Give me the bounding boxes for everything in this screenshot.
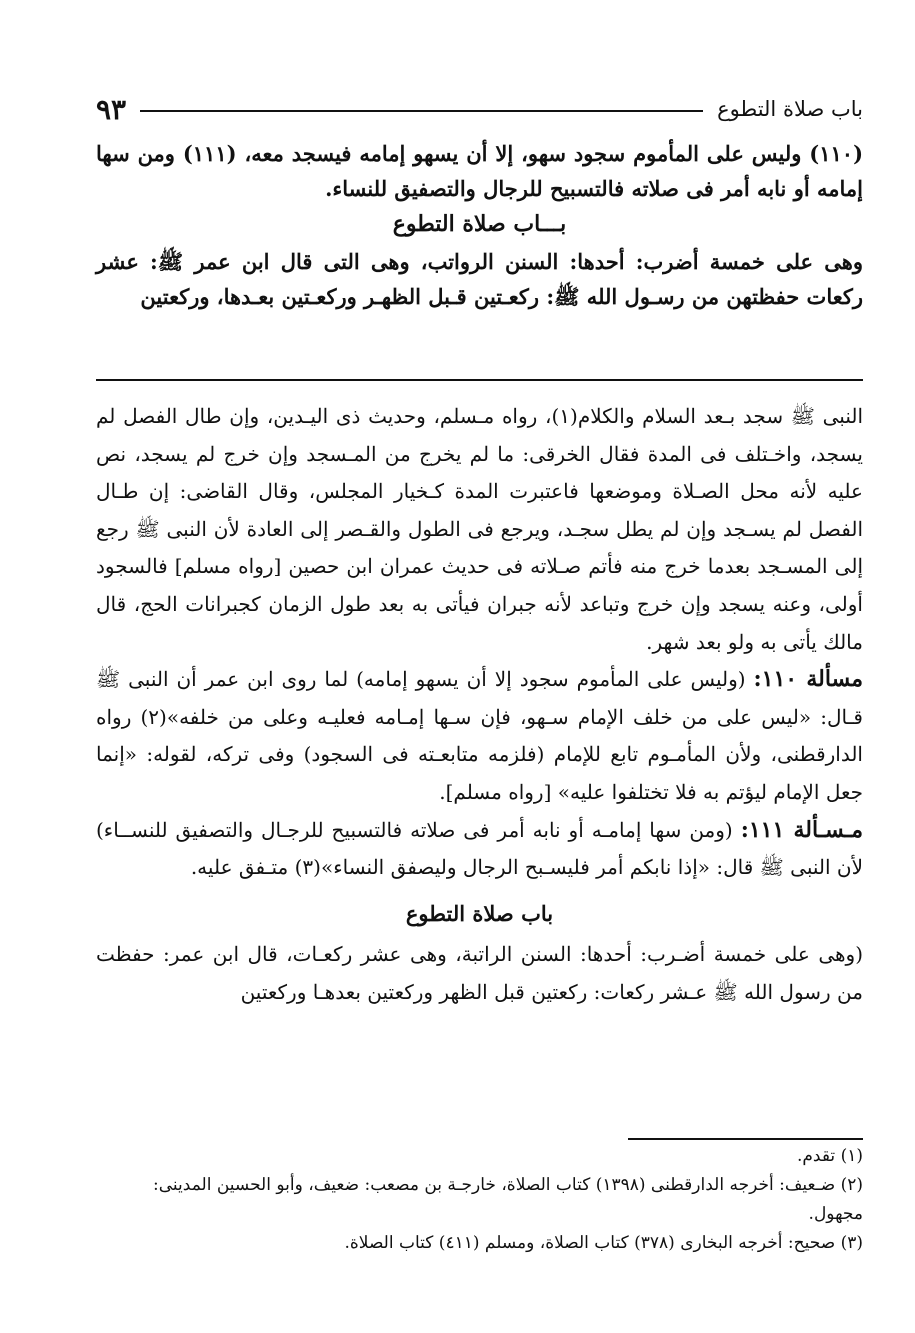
- commentary-paragraph-sahw: النبى ﷺ سجد بـعد السلام والكلام(١)، رواه مـسلم، وحديث ذى اليـدين، وإن طال الفصل لم يسجد، واخـتلف فى المدة فقال الخرقى: ما لم يخرج من المـسجد وإن خرج لم يسجد، نص عليه لأنه محل الصـلاة وموضعها فاعتبرت المدة كـخيار المجلس، وقال القاضى: إن طـال الفصل لم يسـجد وإن لم يطل سجـد، ويرجع فى الطول والقـصر إلى العادة لأن النبى ﷺ رجع إلى المسـجد بعدما خرج منه فأتم صـلاته فى حديث عمران ابن حصين [رواه مسلم] فالسجود أولى، وعنه يسجد وإن خرج وتباعد لأنه جبران فيأتى به بعد طول الزمان كجبرانات الحج، قال مالك يأتى به ولو بعد شهر.: [96, 404, 864, 654]
- commentary-paragraph-tatawwu: (وهى على خمسة أضـرب: أحدها: السنن الراتبة، وهى عشر ركعـات، قال ابن عمر: حفظت من رسول الله ﷺ عـشر ركعات: ركعتين قبل الظهر وركعتين بعدهـا وركعتين: [96, 942, 863, 1004]
- masala-111-text: (ومن سها إمامـه أو نابه أمر فى صلاته فالتسبيح للرجـال والتصفيق للنســاء) لأن النبى ﷺ قال: «إذا نابكم أمر فليسـبح الرجال وليصفق النساء»(٣) متـفق عليه.: [96, 817, 863, 880]
- footnote-3: (٣) صحيح: أخرجه البخارى (٣٧٨) كتاب الصلاة، ومسلم (٤١١) كتاب الصلاة.: [344, 1233, 863, 1253]
- commentary-text: [96, 398, 863, 1012]
- main-text: [96, 136, 863, 314]
- masala-110-label: مسألة ١١٠:: [753, 666, 863, 693]
- main-text-divider: [96, 379, 863, 381]
- matn-chapter-title: بـــاب صلاة التطوع: [392, 211, 567, 237]
- page-number: ٩٣: [96, 92, 127, 126]
- matn-paragraph-110-111: (١١٠) وليس على المأموم سجود سهو، إلا أن يسهو إمامه فيسجد معه، (١١١) ومن سها إمامه أو نابه أمر فى صلاته فالتسبيح للرجال والتصفيق للنساء.: [96, 141, 864, 201]
- matn-paragraph-tatawwu: وهى على خمسة أضرب: أحدها: السنن الرواتب، وهى التى قال ابن عمر ﷺ: عشر ركعات حفظتهن من رسـول الله ﷺ: ركعـتين قـبل الظهـر وركعـتين بعـدها، وركعتين: [96, 249, 863, 309]
- footnote-2: (٢) ضـعيف: أخرجه الدارقطنى (١٣٩٨) كتاب الصلاة، خارجـة بن مصعب: ضعيف، وأبو الحسين المدينى: مجهول.: [153, 1175, 863, 1224]
- footnote-1: (١) تقدم.: [796, 1146, 863, 1166]
- running-title: باب صلاة التطوع: [717, 97, 863, 121]
- masala-110: [96, 661, 863, 811]
- footnote-divider: [628, 1138, 863, 1140]
- commentary-chapter-title: باب صلاة التطوع: [405, 900, 554, 926]
- running-header: [96, 92, 863, 126]
- masala-110-text: (وليس على المأموم سجود إلا أن يسهو إمامه) لما روى ابن عمر أن النبى ﷺ قـال: «ليس على من خلف الإمام سـهو، فإن سـها إمـامه فعليـه وعلى من خلفه»(٢) رواه الدارقطنى، ولأن المأمـوم تابع للإمام (فلزمه متابعـته فى السجود) وفى تركه، لقوله: «إنما جعل الإمام ليؤتم به فلا تختلفوا عليه» [رواه مسلم].: [96, 667, 863, 804]
- masala-111: [96, 812, 863, 887]
- masala-111-label: مـسـألة ١١١:: [740, 816, 864, 843]
- footnotes: [96, 1142, 863, 1258]
- header-rule: [140, 110, 703, 112]
